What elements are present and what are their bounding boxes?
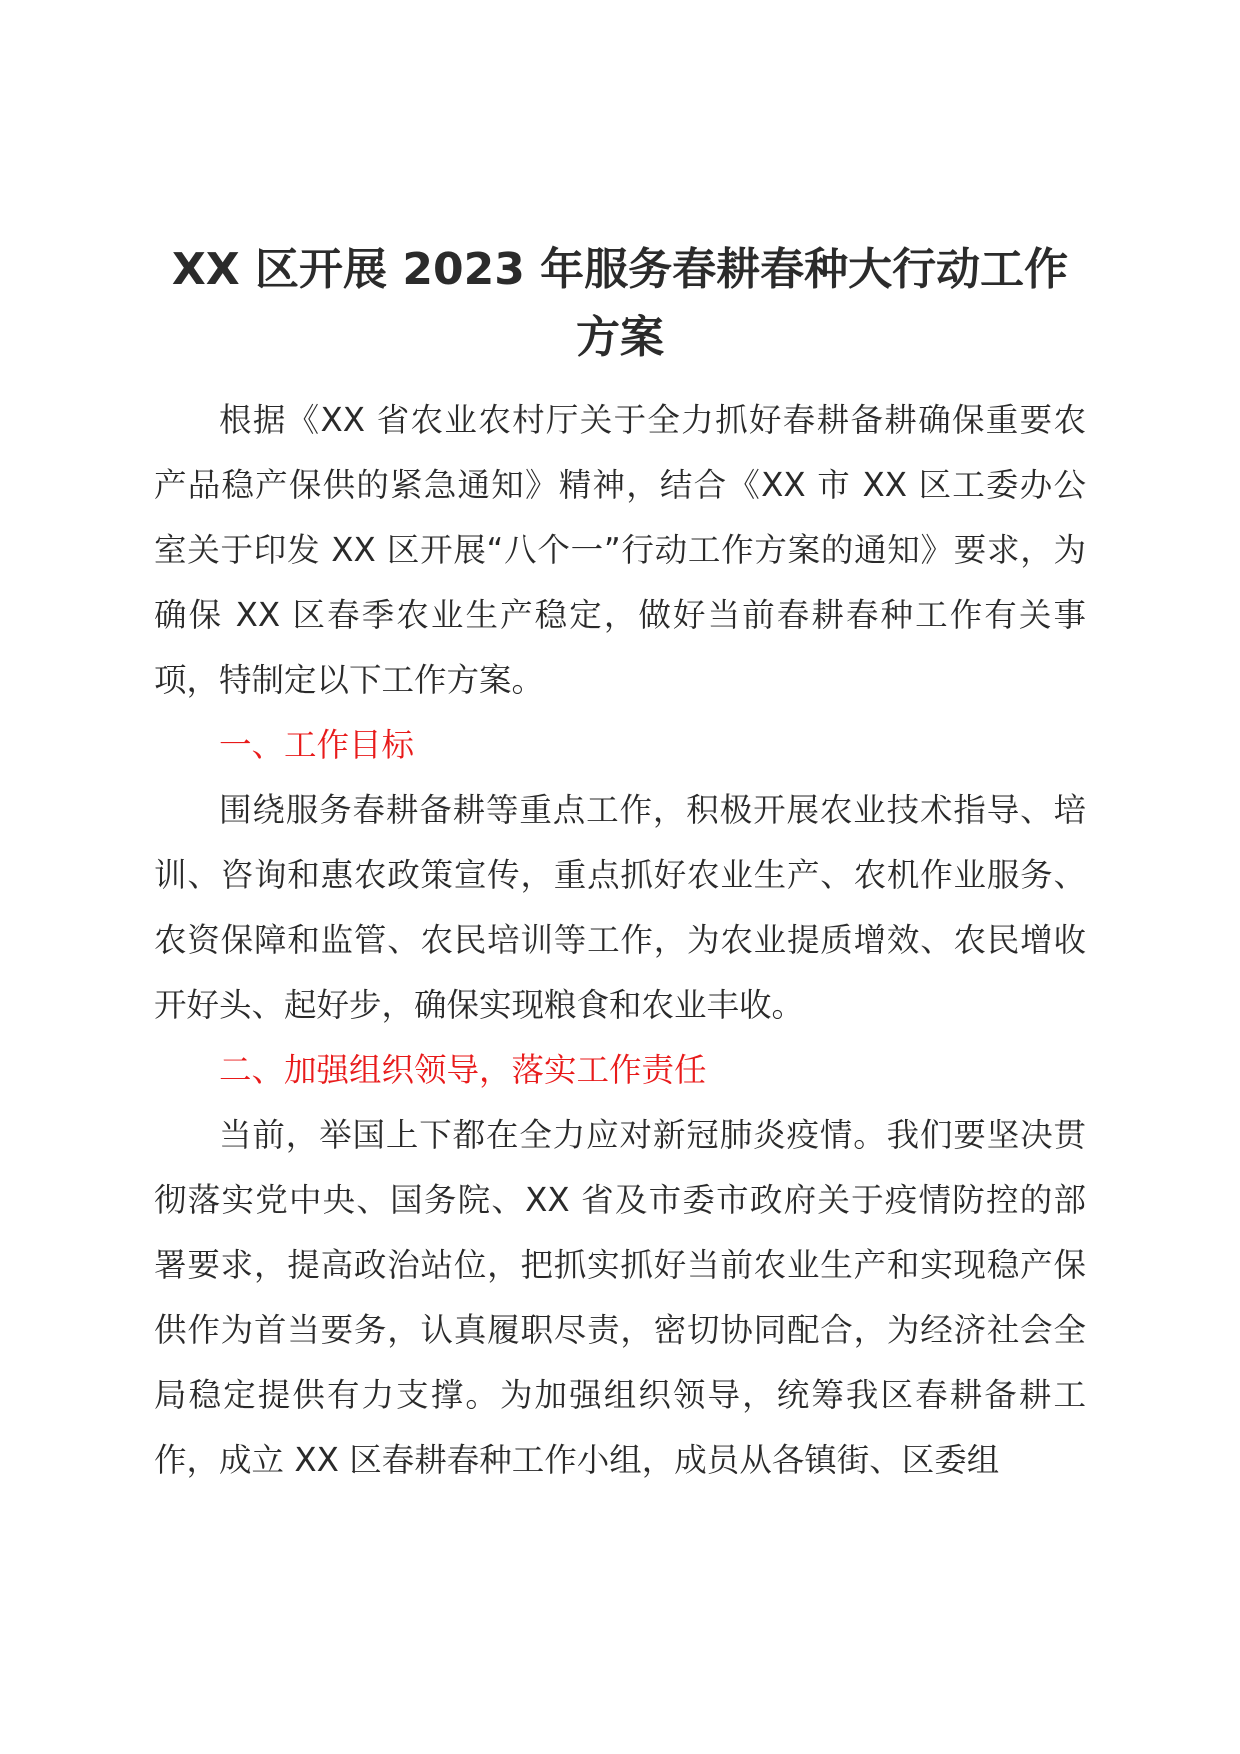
document-body	[154, 388, 1086, 1493]
document-title	[154, 236, 1086, 372]
document-page	[154, 236, 1086, 1493]
section-2-heading: 二、加强组织领导，落实工作责任	[219, 1051, 707, 1089]
section-1-heading: 一、工作目标	[219, 726, 415, 764]
title-line-1: XX 区开展 2023 年服务春耕春种大行动工作	[171, 244, 1069, 295]
section-1-paragraph: 围绕服务春耕备耕等重点工作，积极开展农业技术指导、培训、咨询和惠农政策宣传，重点抓好农业生产、农机作业服务、农资保障和监管、农民培训等工作，为农业提质增效、农民增收开好头、起好步，确保实现粮食和农业丰收。	[154, 791, 1086, 1024]
title-line-2: 方案	[576, 312, 664, 363]
intro-paragraph: 根据《XX 省农业农村厅关于全力抓好春耕备耕确保重要农产品稳产保供的紧急通知》精神，结合《XX 市 XX 区工委办公室关于印发 XX 区开展“八个一”行动工作方案的通知》要求，为确保 XX 区春季农业生产稳定，做好当前春耕春种工作有关事项，特制定以下工作方案。	[154, 401, 1086, 699]
section-2-paragraph: 当前，举国上下都在全力应对新冠肺炎疫情。我们要坚决贯彻落实党中央、国务院、XX 省及市委市政府关于疫情防控的部署要求，提高政治站位，把抓实抓好当前农业生产和实现稳产保供作为首当要务，认真履职尽责，密切协同配合，为经济社会全局稳定提供有力支撑。为加强组织领导，统筹我区春耕备耕工作，成立 XX 区春耕春种工作小组，成员从各镇街、区委组	[154, 1116, 1086, 1479]
